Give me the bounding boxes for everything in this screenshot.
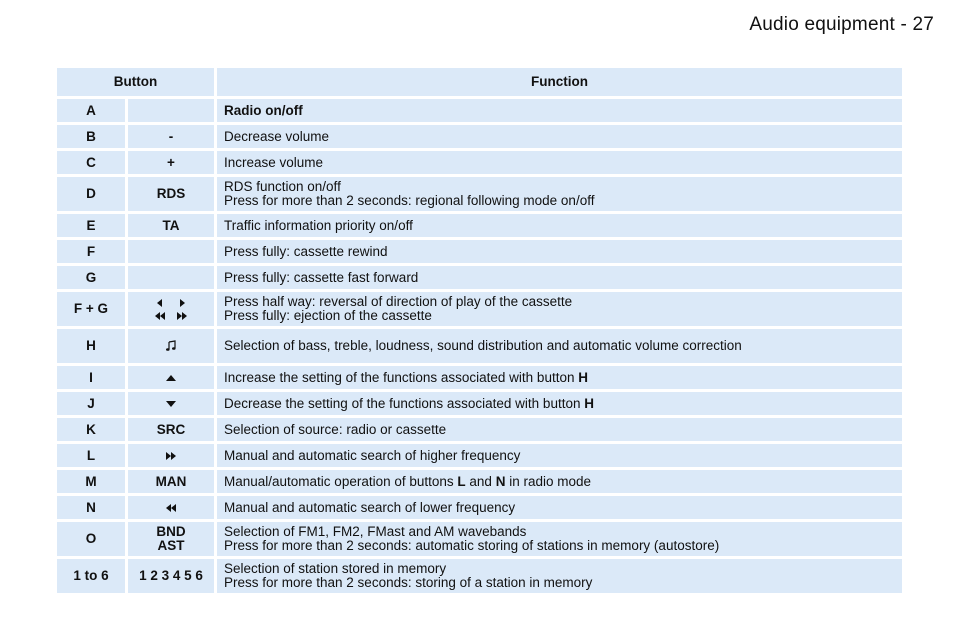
table-row: [57, 366, 902, 389]
function-line: Manual and automatic search of higher frequency: [224, 447, 521, 463]
function-line: Press for more than 2 seconds: automatic storing of stations in memory (autostore): [224, 538, 720, 553]
function-line: Selection of source: radio or cassette: [224, 421, 447, 437]
button-function-table: [57, 68, 902, 596]
function-text: [217, 392, 902, 415]
button-symbol: [128, 240, 214, 263]
function-text: [217, 177, 902, 211]
function-text: [217, 418, 902, 441]
function-line: Press for more than 2 seconds: storing of a station in memory: [224, 575, 593, 590]
column-header-button: Button: [57, 68, 214, 96]
button-key: O: [57, 522, 125, 556]
button-key: F + G: [57, 292, 125, 326]
table-row: [57, 392, 902, 415]
triangle-right-icon: [176, 298, 188, 308]
fast-forward-icon: [176, 311, 188, 321]
function-line: RDS function on/off: [224, 179, 341, 194]
function-text: [217, 522, 902, 556]
button-symbol: [128, 496, 214, 519]
table-header-row: [57, 68, 902, 96]
button-key: N: [57, 496, 125, 519]
function-line: Selection of bass, treble, loudness, sound distribution and automatic volume correction: [224, 338, 742, 353]
symbol-line: AST: [157, 538, 185, 553]
table-row: [57, 266, 902, 289]
function-line: Press fully: ejection of the cassette: [224, 308, 432, 323]
triangle-left-icon: [154, 298, 166, 308]
button-key: F: [57, 240, 125, 263]
page-title: Audio equipment - 27: [749, 14, 934, 35]
table-row: [57, 329, 902, 363]
function-text: [217, 151, 902, 174]
function-text: [217, 125, 902, 148]
table-row: [57, 151, 902, 174]
function-text: [217, 214, 902, 237]
button-symbol: TA: [128, 214, 214, 237]
button-symbol: 1 2 3 4 5 6: [128, 559, 214, 593]
button-key: K: [57, 418, 125, 441]
button-symbol: [128, 99, 214, 122]
button-key: E: [57, 214, 125, 237]
table-row: [57, 559, 902, 593]
button-symbol: [128, 366, 214, 389]
button-key: M: [57, 470, 125, 493]
button-key: I: [57, 366, 125, 389]
function-line: Press half way: reversal of direction of play of the cassette: [224, 294, 573, 309]
function-line: Manual/automatic operation of buttons L and N in radio mode: [224, 473, 591, 489]
table-row: [57, 214, 902, 237]
function-text: [217, 470, 902, 493]
function-line: Press fully: cassette fast forward: [224, 269, 419, 285]
function-text: [217, 266, 902, 289]
table-row: [57, 177, 902, 211]
function-text: [217, 559, 902, 593]
function-text: [217, 99, 902, 122]
function-line: Increase the setting of the functions associated with button H: [224, 369, 588, 385]
function-text: [217, 366, 902, 389]
function-text: [217, 444, 902, 467]
function-line: Selection of station stored in memory: [224, 561, 447, 576]
table-row: [57, 99, 902, 122]
button-symbol: MAN: [128, 470, 214, 493]
column-header-function: Function: [217, 68, 902, 96]
button-key: H: [57, 329, 125, 363]
up-arrow-icon: [165, 374, 177, 382]
button-key: C: [57, 151, 125, 174]
function-line: Selection of FM1, FM2, FMast and AM wavebands: [224, 524, 527, 539]
rewind-icon: [154, 311, 166, 321]
button-symbol: [128, 522, 214, 556]
function-line: Decrease the setting of the functions associated with button H: [224, 395, 594, 411]
button-key: G: [57, 266, 125, 289]
table-row: [57, 444, 902, 467]
table-row: [57, 240, 902, 263]
table-row: [57, 418, 902, 441]
table-row: [57, 125, 902, 148]
function-line: Press for more than 2 seconds: regional following mode on/off: [224, 193, 595, 208]
rewind-icon: [165, 503, 177, 513]
down-arrow-icon: [165, 400, 177, 408]
table-row: [57, 496, 902, 519]
button-symbol: [128, 292, 214, 326]
function-line: Increase volume: [224, 154, 324, 170]
table-row: [57, 470, 902, 493]
button-symbol: +: [128, 151, 214, 174]
button-key: A: [57, 99, 125, 122]
function-text: [217, 292, 902, 326]
button-key: L: [57, 444, 125, 467]
function-text: [217, 496, 902, 519]
function-text: [217, 329, 902, 363]
button-key: J: [57, 392, 125, 415]
button-key: 1 to 6: [57, 559, 125, 593]
table-row: [57, 522, 902, 556]
function-line: Manual and automatic search of lower frequency: [224, 499, 516, 515]
function-text: [217, 240, 902, 263]
button-symbol: -: [128, 125, 214, 148]
button-symbol: SRC: [128, 418, 214, 441]
fast-forward-icon: [165, 451, 177, 461]
function-line: Press fully: cassette rewind: [224, 243, 388, 259]
button-symbol: [128, 392, 214, 415]
button-key: D: [57, 177, 125, 211]
button-symbol: [128, 444, 214, 467]
button-key: B: [57, 125, 125, 148]
button-symbol: RDS: [128, 177, 214, 211]
music-note-icon: [165, 340, 177, 352]
function-line: Radio on/off: [224, 102, 303, 118]
function-line: Traffic information priority on/off: [224, 217, 413, 233]
table-row: [57, 292, 902, 326]
symbol-line: BND: [156, 524, 186, 539]
button-symbol: [128, 266, 214, 289]
function-line: Decrease volume: [224, 128, 330, 144]
button-symbol: [128, 329, 214, 363]
